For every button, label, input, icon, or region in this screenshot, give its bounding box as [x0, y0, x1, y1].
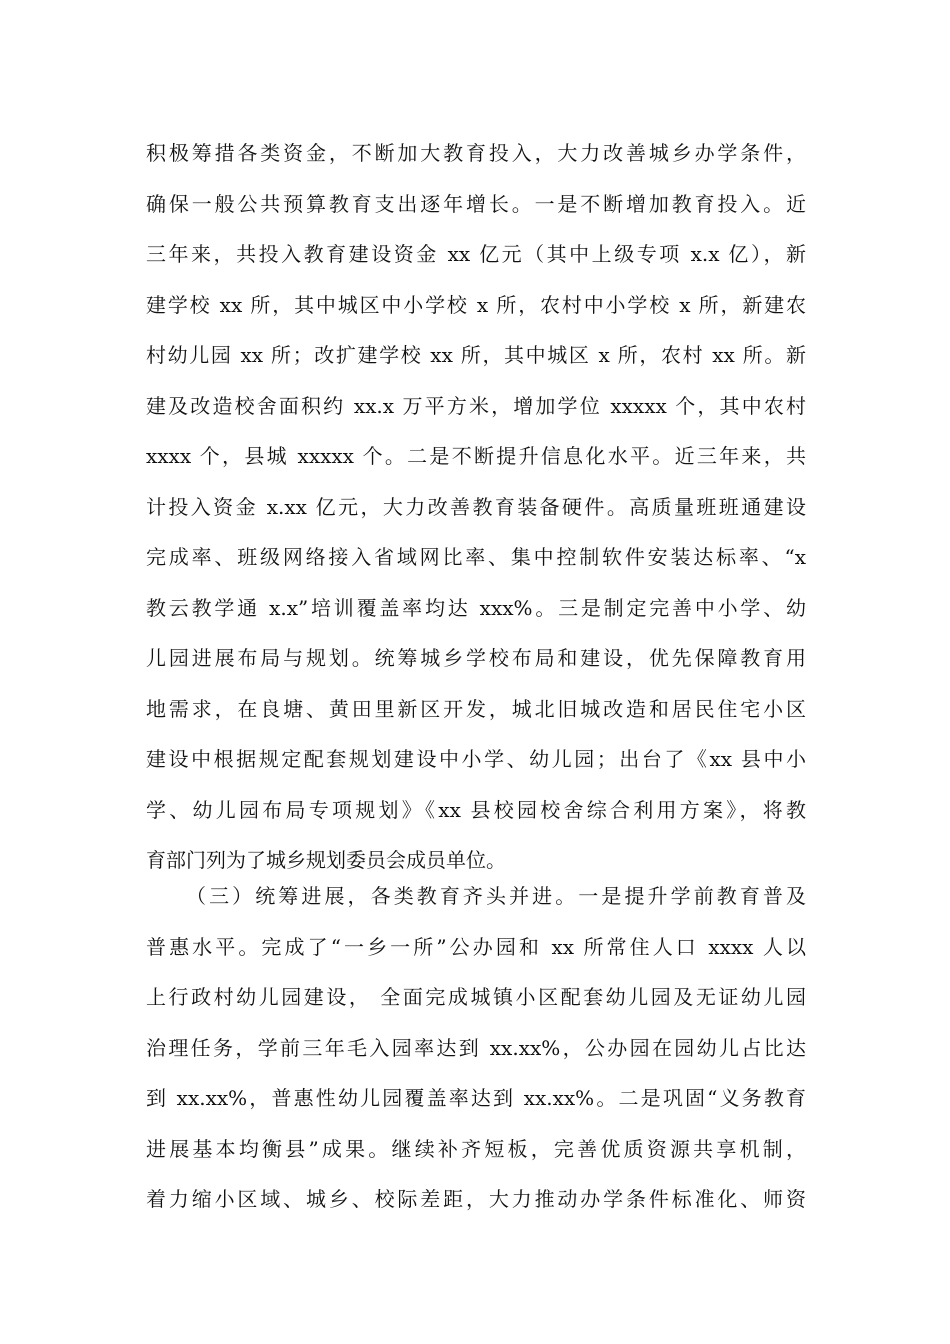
text-line: 教云教学通 x.x”培训覆盖率均达 xxx%。三是制定完善中小学、幼: [146, 595, 806, 620]
text-line: 积极筹措各类资金，不断加大教育投入，大力改善城乡办学条件，: [146, 141, 806, 165]
text-line: xxxx 个，县城 xxxxx 个。二是不断提升信息化水平。近三年来，共: [146, 444, 806, 468]
text-line: 地需求，在良塘、黄田里新区开发，城北旧城改造和居民住宅小区: [146, 696, 806, 721]
text-line: 普惠水平。完成了“一乡一所”公办园和 xx 所常住人口 xxxx 人以: [146, 934, 806, 959]
paragraph-coordinated-development: [146, 871, 806, 1225]
text-line: 育部门列为了城乡规划委员会成员单位。: [146, 848, 506, 872]
text-line: 儿园进展布局与规划。统筹城乡学校布局和建设，优先保障教育用: [146, 646, 806, 670]
text-line: 计投入资金 x.xx 亿元，大力改善教育装备硬件。高质量班班通建设: [146, 494, 806, 519]
text-line: 到 xx.xx%，普惠性幼儿园覆盖率达到 xx.xx%。二是巩固“义务教育: [146, 1086, 806, 1110]
text-line: 村幼儿园 xx 所；改扩建学校 xx 所，其中城区 x 所，农村 xx 所。新: [146, 343, 806, 367]
text-line: 上行政村幼儿园建设， 全面完成城镇小区配套幼儿园及无证幼儿园: [146, 985, 806, 1009]
text-line: 完成率、班级网络接入省域网比率、集中控制软件安装达标率、“x: [146, 545, 806, 569]
text-line: 治理任务，学前三年毛入园率达到 xx.xx%，公办园在园幼儿占比达: [146, 1035, 806, 1060]
text-line: 三年来，共投入教育建设资金 xx 亿元（其中上级专项 x.x 亿），新: [146, 242, 806, 266]
text-line: 学、幼儿园布局专项规划》《xx 县校园校舍综合利用方案》，将教: [146, 797, 806, 822]
text-line: 进展基本均衡县”成果。继续补齐短板，完善优质资源共享机制，: [146, 1136, 806, 1161]
text-line: 确保一般公共预算教育支出逐年增长。一是不断增加教育投入。近: [146, 191, 806, 216]
text-line: 着力缩小区域、城乡、校际差距，大力推动办学条件标准化、师资: [146, 1187, 806, 1211]
text-line: 建学校 xx 所，其中城区中小学校 x 所，农村中小学校 x 所，新建农: [146, 292, 806, 317]
text-line: （三）统筹进展，各类教育齐头并进。一是提升学前教育普及: [186, 884, 806, 908]
text-line: 建设中根据规定配套规划建设中小学、幼儿园；出台了《xx 县中小: [146, 747, 806, 771]
text-line: 建及改造校舍面积约 xx.x 万平方米，增加学位 xxxxx 个，其中农村: [146, 393, 806, 418]
paragraph-funding: [146, 128, 806, 886]
